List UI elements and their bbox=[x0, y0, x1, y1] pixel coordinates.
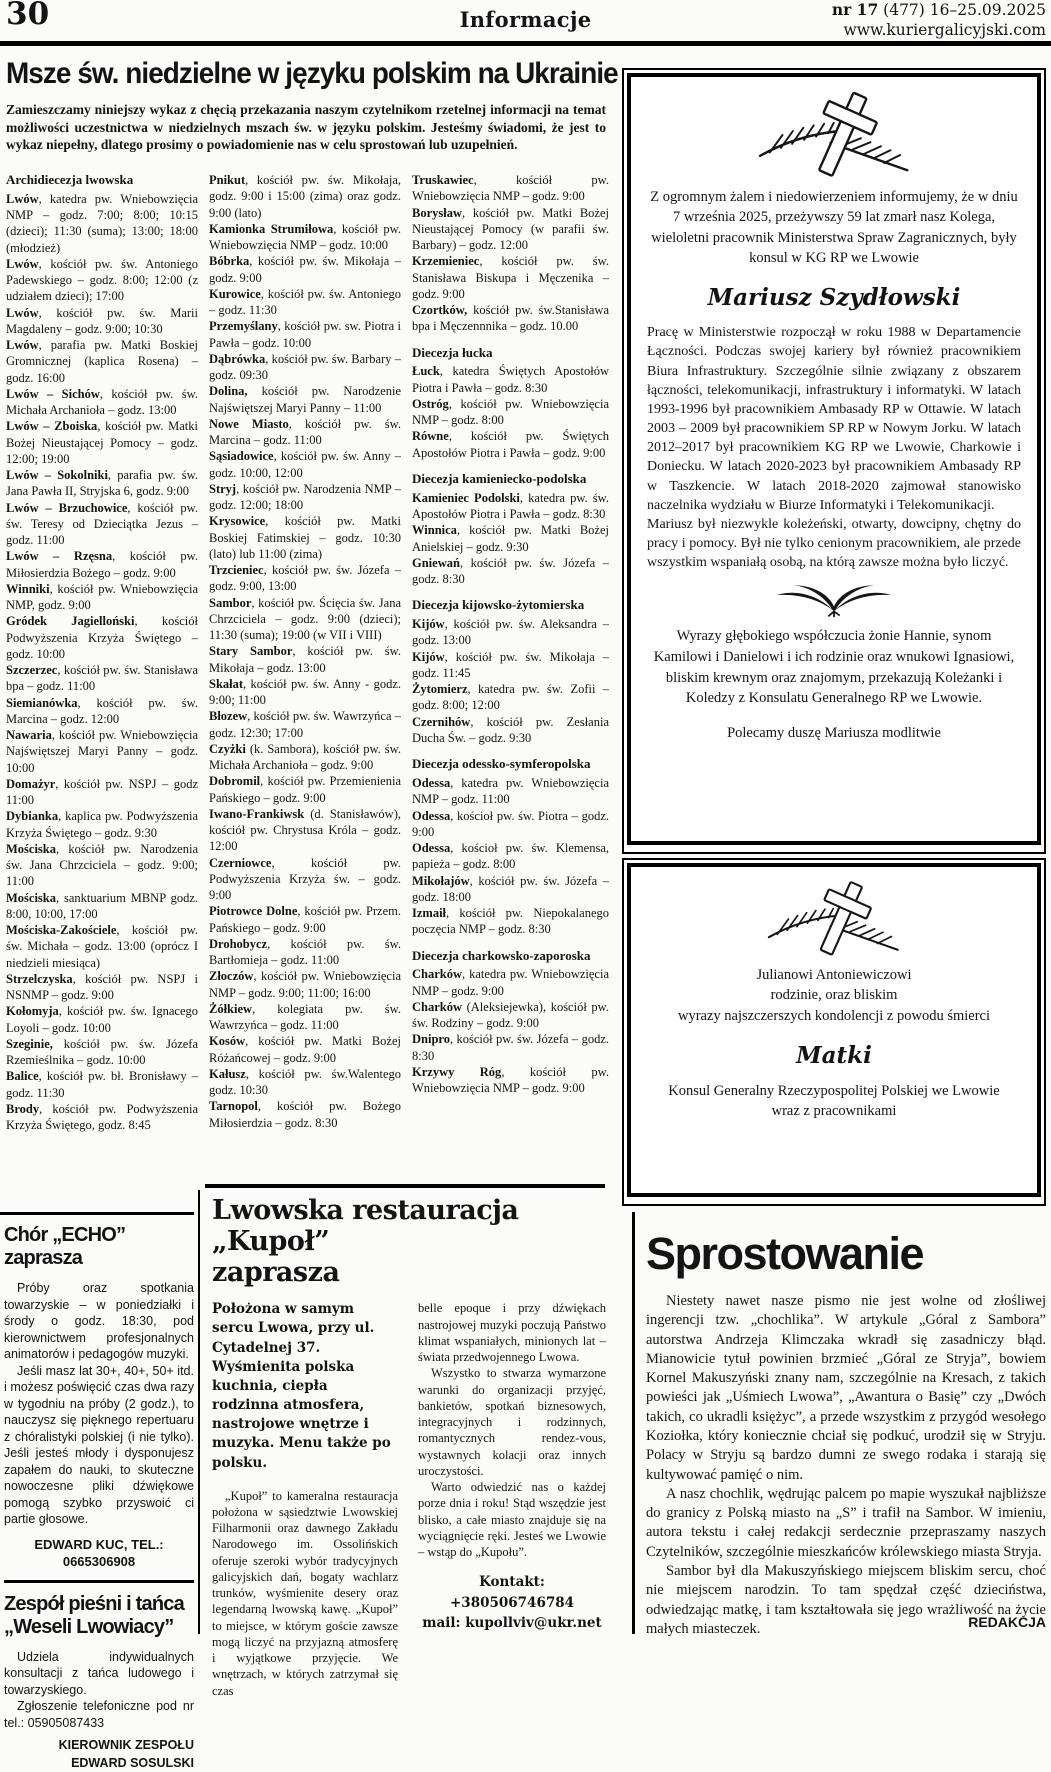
correction-title: Sprostowanie bbox=[646, 1228, 924, 1279]
diocese-header: Diecezja kijowsko-żytomierska bbox=[412, 597, 585, 613]
restaurant-body: belle epoque i przy dźwiękach nastrojowej muzyki poczują Państwo klimat wspaniałych, minionych lat – świata przedwojennego Lwowa. bbox=[418, 1301, 606, 1365]
restaurant-body: Warto odwiedzić nas o każdej porze dnia i roku! Stąd wszędzie jest blisko, a całe miasto znajduje się na wyciągnięcie ręki. Jesteś we Lwowie – wstąp do „Kupołu”. bbox=[418, 1480, 606, 1560]
restaurant-column-1 bbox=[212, 1300, 398, 1699]
mass-entry: Lwów, kościół pw. św. Marii Magdaleny – godz. 9:00; 10:30 bbox=[6, 305, 198, 336]
mass-entry: Piotrowce Dolne, kościół pw. Przem. Pańskiego – godz. 9:00 bbox=[209, 904, 401, 935]
mass-entry: Domażyr, kościół pw. NSPJ – godz 11:00 bbox=[6, 776, 198, 808]
mass-entry: Charków (Aleksiejewka), kościół pw. św. Rodziny – godz. 9:00 bbox=[412, 999, 609, 1031]
diocese-header: Archidiecezja lwowska bbox=[6, 172, 134, 187]
masses-listing-column-3 bbox=[412, 172, 609, 1164]
correction-signature: REDAKCJA bbox=[968, 1614, 1046, 1630]
mass-entry: Krysowice, kościół pw. Matki Boskiej Fatimskiej – godz. 10:30 (lato) lub 11:00 (zima) bbox=[209, 514, 401, 561]
diocese-header: Diecezja odessko-symferopolska bbox=[412, 756, 591, 772]
palm-divider-icon bbox=[768, 582, 900, 618]
obituary-intro: Z ogromnym żalem i niedowierzeniem informujemy, że w dniu 7 września 2025, przeżywszy 59 lat zmarł nasz Kolega, wieloletni pracownik Ministerstwa Spraw Zagranicznych, były konsul w KG RP we Lwowie bbox=[650, 189, 1018, 266]
mass-entry: Winniki, kościół pw. Wniebowzięcia NMP, godz. 9:00 bbox=[6, 581, 198, 613]
mass-entry: Kołomyja, kościół pw. św. Ignacego Loyoli – godz. 10:00 bbox=[6, 1004, 198, 1035]
condolence-reason: wyrazy najszczerszych kondolencji z powodu śmierci bbox=[677, 1007, 991, 1024]
mass-entry: Odessa, kościoł pw. św. Piotra – godz. 9:00 bbox=[412, 808, 609, 839]
condolence-addressee-2: rodzinie, oraz bliskim bbox=[770, 987, 898, 1004]
page-number: 30 bbox=[6, 0, 50, 32]
mass-entry: Sambor, kościół pw. Ścięcia św. Jana Chrzciciela – godz. 9:00 (dzieci); 11:30 (suma); 19:00 (w VII i VIII) bbox=[209, 595, 401, 642]
mass-entry: Dybianka, kaplica pw. Podwyższenia Krzyża Świętego – godz. 9:30 bbox=[6, 809, 198, 840]
mass-entry: Kałusz, kościół pw. św.Walentego godz. 10:30 bbox=[209, 1066, 401, 1097]
mass-entry: Siemianówka, kościół pw. św. Marcina – godz. 12:00 bbox=[6, 695, 198, 726]
ensemble-title-line2: „Weseli Lwowiacy” bbox=[4, 1615, 174, 1638]
diocese-header: Diecezja kamieniecko-podolska bbox=[412, 470, 587, 486]
ensemble-title-line1: Zespół pieśni i tańca bbox=[4, 1592, 184, 1615]
mass-entry: Lwów – Sichów, kościół pw. św. Michała Archanioła – godz. 13:00 bbox=[6, 386, 198, 418]
mass-entry: Stryj, kościół pw. Narodzenia NMP – godz. 12:00; 18:00 bbox=[209, 481, 401, 512]
restaurant-phone: Kontakt: +380506746784 bbox=[449, 1574, 575, 1611]
restaurant-email: mail: kupollviv@ukr.net bbox=[422, 1614, 602, 1631]
mass-entry: Krzemieniec, kościół pw. św. Stanisława Biskupa i Męczenika – godz. 9:00 bbox=[412, 254, 609, 301]
mass-entry: Ostróg, kościół pw. Wniebowzięcia NMP – godz. 8:00 bbox=[412, 396, 609, 428]
condolence-sender: Konsul Generalny Rzeczypospolitej Polskiej we Lwowie bbox=[668, 1082, 1000, 1099]
mass-entry: Trzcieniec, kościół pw. św. Józefa – godz. 9:00, 13:00 bbox=[209, 563, 401, 594]
choir-paragraph: Próby oraz spotkania towarzyskie – w poniedziałki i środy o godz. 18:30, pod kierownictwem profesjonalnych animatorów i pedagogów muzyki. bbox=[4, 1281, 194, 1361]
masthead-issue-block bbox=[832, 0, 1046, 40]
mass-entry: Lwów, katedra pw. Wniebowzięcia NMP – godz. 7:00; 8:00; 10:15 (dzieci); 11:30 (suma); 13:00; 18:00 (młodzież) bbox=[6, 191, 198, 255]
divider bbox=[205, 1184, 605, 1188]
mass-entry: Dolina, kościół pw. Narodzenie Najświętszej Maryi Panny – 11:00 bbox=[209, 384, 401, 415]
ensemble-leader-name: EDWARD SOSULSKI bbox=[71, 1755, 194, 1770]
mass-entry: Czortków, kościół pw. św.Stanisława bpa i Męczennnika – godz. 10.00 bbox=[412, 303, 609, 334]
obituary-closing: Polecamy duszę Mariusza modlitwie bbox=[727, 724, 941, 741]
mass-entry: Kijów, kościół pw. św. Aleksandra – godz. 13:00 bbox=[412, 617, 609, 648]
obituary-biography: Pracę w Ministerstwie rozpoczął w roku 1988 w Departamencie Łączności. Podczas swojej kariery był również pracownikiem Biura Infrastruktury. Szczególnie silnie związany z obszarem łączności, telekomunikacji, infrastruktury i informatyki. W latach 1993-1996 był pracownikiem Ambasady RP w Ottawie. W latach 2003 – 2009 był pracownikiem SP RP w Nowym Jorku. W latach 2012–2017 był pracownikiem KG RP we Lwowie, Charkowie i Doniecku. W latach 2020-2023 był pracownikiem Ambasady RP w Taszkencie. W latach 2018-2020 zajmował stanowisko naczelnika wydziału w Biurze Informatyki i Telekomunikacji. bbox=[647, 325, 1021, 513]
mass-entry: Gródek Jagielloński, kościół Podwyższenia Krzyża Świętego – godz. 10:00 bbox=[6, 614, 198, 661]
mass-entry: Lwów – Rzęsna, kościół pw. Miłosierdzia Bożego – godz. 9:00 bbox=[6, 549, 198, 580]
mass-entry: Izmaił, kościół pw. Niepokalanego poczęcia NMP – godz. 8:30 bbox=[412, 906, 609, 937]
mass-entry: Czernihów, kościół pw. Zesłania Ducha Św. – godz. 9:30 bbox=[412, 714, 609, 745]
mass-entry: Czyżki (k. Sambora), kościół pw. św. Michała Archanioła – godz. 9:00 bbox=[209, 741, 401, 772]
restaurant-contact bbox=[418, 1572, 606, 1633]
mass-entry: Żółkiew, kolegiata pw. św. Wawrzyńca – godz. 11:00 bbox=[209, 1001, 401, 1032]
website-url: www.kuriergalicyjski.com bbox=[843, 21, 1046, 40]
mass-entry: Borysław, kościół pw. Matki Bożej Nieustającej Pomocy (w parafii św. Barbary) – godz. 12:00 bbox=[412, 205, 609, 252]
mass-entry: Przemyślany, kościół pw. sw. Piotra i Pawła – godz. 10:00 bbox=[209, 319, 401, 350]
mass-entry: Łuck, katedra Świętych Apostołów Piotra i Pawła – godz. 8:30 bbox=[412, 364, 609, 395]
mass-entry: Truskawiec, kościół pw. Wniebowzięcia NMP – godz. 9:00 bbox=[412, 173, 609, 204]
mass-entry: Bóbrka, kościół pw. św. Mikołaja – godz. 9:00 bbox=[209, 254, 401, 285]
masses-article-title: Msze św. niedzielne w języku polskim na Ukrainie bbox=[6, 57, 618, 90]
correction-article bbox=[646, 1228, 1046, 1637]
issue-line bbox=[832, 0, 1046, 20]
obituary-frame bbox=[627, 73, 1041, 845]
obituary-condolences: Wyrazy głębokiego współczucia żonie Hannie, synom Kamilowi i Danielowi i ich rodzinie oraz wnukowi Ignasiowi, bliskim krewnym oraz znajomym, przekazują Koleżanki i Koledzy z Konsulatu Generalnego RP we Lwowie. bbox=[653, 628, 1015, 707]
condolence-sender-2: wraz z pracownikami bbox=[771, 1103, 897, 1120]
issue-date: (477) 16–25.09.2025 bbox=[878, 1, 1046, 19]
diocese-header: Diecezja łucka bbox=[412, 344, 493, 360]
masses-listing-column-1 bbox=[6, 172, 198, 1164]
ensemble-paragraph: Zgłoszenie telefoniczne pod nr tel.: 05905087433 bbox=[4, 1699, 194, 1730]
cross-palm-icon bbox=[747, 87, 922, 183]
masses-article-intro: Zamieszczamy niniejszy wykaz z chęcią przekazania naszym czytelnikom rzetelnej informacji na temat możliwości uczestnictwa w niedzielnych mszach św. w języku polskim. Jesteśmy świadomi, że jest to wykaz niepełny, dlatego prosimy o powiadomienie nas w celu sprostowań lub uzupełnień. bbox=[6, 102, 606, 153]
mass-entry: Iwano-Frankiwsk (d. Stanisławów), kościół pw. Chrystusa Króla – godz. 12:00 bbox=[209, 806, 401, 854]
mass-entry: Mościska, sanktuarium MBNP godz. 8:00, 10:00, 17:00 bbox=[6, 890, 198, 921]
mass-entry: Sąsiadowice, kościół pw. św. Anny – godz. 10:00, 12:00 bbox=[209, 449, 401, 480]
restaurant-title-line1: Lwowska restauracja „Kupoł” bbox=[212, 1195, 519, 1257]
ensemble-title bbox=[4, 1593, 194, 1639]
header-rule bbox=[0, 41, 1051, 46]
choir-contact: EDWARD KUC, TEL.: 0665306908 bbox=[34, 1536, 164, 1569]
issue-number: nr 17 bbox=[831, 0, 879, 19]
deceased-name: Mariusz Szydłowski bbox=[707, 284, 961, 312]
mass-entry: Tarnopol, kościół pw. Bożego Miłosierdzia – godz. 8:30 bbox=[209, 1099, 401, 1130]
obituary-tribute: Mariusz był niezwykle koleżeński, otwarty, dowcipny, chętny do pracy i pomocy. Był nie tylko cenionym pracownikiem, ale przede wszystkim wspaniałą osobą, na którą zawsze można było liczyć. bbox=[647, 516, 1021, 571]
condolence-subject: Matki bbox=[796, 1041, 872, 1069]
restaurant-ad bbox=[212, 1195, 606, 1698]
column-rule bbox=[198, 1190, 200, 1634]
section-title: Informacje bbox=[459, 7, 592, 32]
mass-entry: Skałat, kościół pw. św. Anny - godz. 9:00; 11:00 bbox=[209, 676, 401, 707]
mass-entry: Lwów – Brzuchowice, kościół pw. św. Teresy od Dzieciątka Jezus – godz. 11:00 bbox=[6, 500, 198, 548]
correction-paragraph: A nasz chochlik, wędrując palcem po mapie wyszukał najbliższe do granicy z Polską miasto na „S” i trafił na Sambor. W imieniu, autora tekstu i całej redakcji serdecznie przepraszamy naszych Czytelników, szczególnie mieszkańców królewskiego miasta Stryja. bbox=[646, 1485, 1046, 1560]
mass-entry: Strzelczyska, kościół pw. NSPJ i NSNMP – godz. 9:00 bbox=[6, 971, 198, 1003]
mass-entry: Lwów – Zboiska, kościół pw. Matki Bożej Nieustającej Pomocy – godz. 12:00; 19:00 bbox=[6, 419, 198, 466]
restaurant-title-line2: zaprasza bbox=[212, 1256, 340, 1288]
mass-entry: Kurowice, kościół pw. św. Antoniego – godz. 11:30 bbox=[209, 286, 401, 317]
mass-entry: Błozew, kościół pw. św. Wawrzyńca – godz. 12:30; 17:00 bbox=[209, 709, 401, 740]
mass-entry: Złoczów, kościół pw. Wniebowzięcia NMP – godz. 9:00; 11:00; 16:00 bbox=[209, 969, 401, 1000]
mass-entry: Nawaria, kościół pw. Wniebowzięcia Najświętszej Maryi Panny – godz. 10:00 bbox=[6, 728, 198, 775]
choir-ensemble-column bbox=[4, 1224, 194, 1772]
restaurant-body: „Kupoł” to kameralna restauracja położona w sąsiedztwie Lwowskiej Filharmonii oraz dawnego Zakładu Narodowego im. Ossolińskich oferuje szeroki wybór tradycyjnych galicyjskich dań, bogaty wachlarz trunków, wyśmienite desery oraz legendarną lwowską kawę. „Kupoł” to miejsce, w którym goście zawsze mogą liczyć na przyjazną atmosferę i wyjątkowe przyjęcie. We wnętrzach, w których zatrzymał się czas bbox=[212, 1488, 398, 1698]
mass-entry: Równe, kościół pw. Świętych Apostołów Piotra i Pawła – godz. 9:00 bbox=[412, 429, 609, 460]
obituary-box-szydlowski bbox=[622, 68, 1046, 854]
mass-entry: Czerniowce, kościół pw. Podwyższenia Krzyża św. – godz. 9:00 bbox=[209, 855, 401, 902]
mass-entry: Krzywy Róg, kościół pw. Wniebowzięcia NMP – godz. 9:00 bbox=[412, 1064, 609, 1096]
mass-entry: Kamieniec Podolski, katedra pw. św. Apostołów Piotra i Pawła – godz. 8:30 bbox=[412, 490, 609, 522]
mass-entry: Żytomierz, katedra pw. św. Zofii – godz. 8:00; 12:00 bbox=[412, 682, 609, 713]
mass-entry: Mikołajów, kościół pw. św. Józefa – godz. 18:00 bbox=[412, 873, 609, 904]
mass-entry: Mościska, kościół pw. Narodzenia św. Jana Chrzciciela – godz. 9:00; 11:00 bbox=[6, 841, 198, 889]
cross-palm-icon bbox=[759, 877, 909, 961]
restaurant-body: Wszystko to stwarza wymarzone warunki do organizacji przyjęć, bankietów, spotkań biznesowych, integracyjnych i rodzinnych, romantycznych rendez-vous, wystawnych kolacji oraz innych uroczystości. bbox=[418, 1366, 606, 1478]
mass-entry: Kamionka Strumiłowa, kościół pw. Wniebowzięcia NMP – godz. 10:00 bbox=[209, 221, 401, 252]
mass-entry: Nowe Miasto, kościół pw. św. Marcina – godz. 11:00 bbox=[209, 416, 401, 447]
mass-entry: Winnica, kościół pw. Matki Bożej Anielskiej – godz. 9:30 bbox=[412, 523, 609, 554]
mass-entry: Odessa, kościoł pw. św. Klemensa, papieża – godz. 8:00 bbox=[412, 841, 609, 872]
mass-entry: Charków, katedra pw. Wniebowzięcia NMP – godz. 9:00 bbox=[412, 967, 609, 998]
mass-entry: Brody, kościół pw. Podwyższenia Krzyża Świętego, godz. 8:45 bbox=[6, 1101, 198, 1133]
mass-entry: Dąbrówka, kościół pw. św. Barbary – godz. 09:30 bbox=[209, 351, 401, 382]
mass-entry: Pnikut, kościół pw. św. Mikołaja, godz. 9:00 i 15:00 (zima) oraz godz. 9:00 (lato) bbox=[209, 173, 401, 220]
mass-entry: Szeginie, kościół pw. św. Józefa Rzemieślnika – godz. 10:00 bbox=[6, 1036, 198, 1068]
mass-entry: Dobromil, kościół pw. Przemienienia Pańskiego – godz. 9:00 bbox=[209, 774, 401, 805]
mass-entry: Lwów, parafia pw. Matki Boskiej Gromnicznej (kaplica Rosena) – godz. 16:00 bbox=[6, 338, 198, 385]
ensemble-signature bbox=[4, 1737, 194, 1772]
divider bbox=[0, 1212, 194, 1215]
mass-entry: Dnipro, kościół pw. św. Józefa – godz. 8:30 bbox=[412, 1032, 609, 1063]
choir-paragraph: Jeśli masz lat 30+, 40+, 50+ itd. i możesz poświęcić czas dwa razy w tygodniu na próby (2 godz.), to nauczysz się pięknego repertuaru z chóralistyki polskiej (i nie tylko). Jeśli jesteś młody i dysponujesz zapałem do nauki, to skuteczne nowoczesne pliki dźwiękowe pomogą szybko przyswoić ci partie głosowe. bbox=[4, 1363, 194, 1526]
obituary-box-antoniewicz bbox=[622, 858, 1046, 1206]
mass-entry: Stary Sambor, kościół pw. św. Mikołaja – godz. 13:00 bbox=[209, 644, 401, 675]
mass-entry: Drohobycz, kościół pw. św. Bartłomieja – godz. 11:00 bbox=[209, 936, 401, 967]
diocese-header: Diecezja charkowsko-zaporoska bbox=[412, 947, 591, 963]
ensemble-role: KIEROWNIK ZESPOŁU bbox=[58, 1738, 194, 1753]
column-rule bbox=[632, 1212, 635, 1634]
mass-entry: Balice, kościół pw. bł. Bronisławy – godz. 11:30 bbox=[6, 1069, 198, 1100]
restaurant-lead: Położona w samym sercu Lwowa, przy ul. Cytadelnej 37. Wyśmienita polska kuchnia, ciepła rodzinna atmosfera, nastrojowe wnętrze i muzyka. Menu także po polsku. bbox=[212, 1301, 391, 1471]
mass-entry: Gniewań, kościół pw. św. Józefa – godz. 8:30 bbox=[412, 555, 609, 587]
correction-paragraph: Niestety nawet nasze pismo nie jest wolne od złośliwej ingerencji tzw. „chochlika”. W artykule „Góral z Sambora” autorstwa Andrzeja Klimczaka wkradł się zasadniczy błąd. Mianowicie tytuł powinien brzmieć „Góral ze Stryja”, bowiem Kornel Makuszyński znany nam, szczególnie na Kresach, z takich powieści jak „Uśmiech Lwowa”, „Awantura o Basię” czy „Dwóch takich, co ukradli księżyc”, a przede wszystkim z przygód wesołego Koziołka, który koniecznie chciał się podkuć, urodził się w Stryju. Polacy w Stryju są bardzo dumni ze swego rodaka i starają się kultywować pamięć o nim. bbox=[646, 1293, 1046, 1483]
condolence-addressee: Julianowi Antoniewiczowi bbox=[756, 967, 912, 983]
mass-entry: Mościska-Zakościele, kościół pw. św. Michała – godz. 13:00 (oprócz I niedzieli miesiąca) bbox=[6, 923, 198, 970]
correction-paragraph: Sambor był dla Makuszyńskiego miejscem bliskim sercu, choć nie miejscem narodzin. To tam spędzał część dzieciństwa, odwiedzając matkę, i tam kształtowała się jego wrażliwość na życie małych miasteczek. bbox=[646, 1562, 1046, 1637]
restaurant-column-2 bbox=[418, 1300, 606, 1633]
mass-entry: Lwów, kościół pw. św. Antoniego Padewskiego – godz. 8:00; 12:00 (z udziałem dzieci); 17:00 bbox=[6, 256, 198, 304]
mass-entry: Szczerzec, kościół pw. św. Stanisława bpa – godz. 11:00 bbox=[6, 663, 198, 694]
mass-entry: Kosów, kościół pw. Matki Bożej Różańcowej – godz. 9:00 bbox=[209, 1034, 401, 1065]
restaurant-title bbox=[212, 1196, 606, 1288]
ensemble-paragraph: Udziela indywidualnych konsultacji z tańca ludowego i towarzyskiego. bbox=[4, 1649, 194, 1697]
mass-entry: Kijów, kościół pw. św. Mikołaja – godz. 11:45 bbox=[412, 649, 609, 680]
mass-entry: Lwów – Sokolniki, parafia pw. św. Jana Pawła II, Stryjska 6, godz. 9:00 bbox=[6, 468, 198, 499]
masses-listing-column-2 bbox=[209, 172, 401, 1164]
divider bbox=[4, 1580, 194, 1583]
mass-entry: Odessa, katedra pw. Wniebowzięcia NMP – godz. 11:00 bbox=[412, 776, 609, 807]
obituary-frame bbox=[627, 863, 1041, 1197]
choir-title: Chór „ECHO” zaprasza bbox=[4, 1224, 126, 1269]
